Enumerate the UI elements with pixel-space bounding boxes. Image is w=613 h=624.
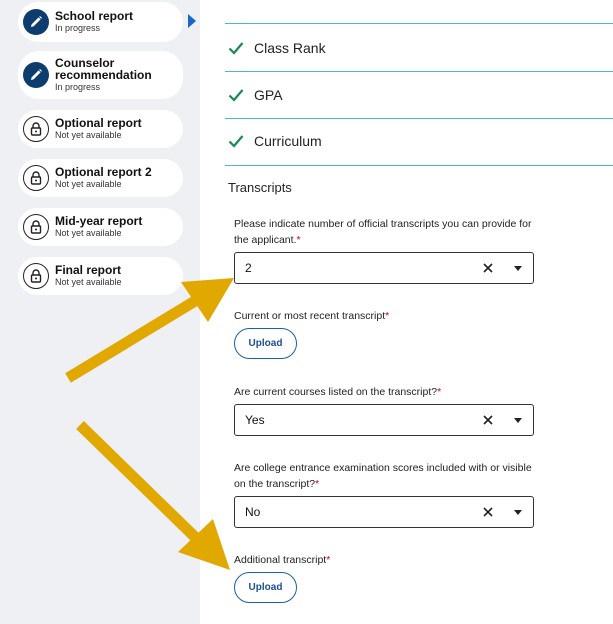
divider (225, 23, 613, 24)
lock-icon (23, 165, 49, 191)
lock-icon (23, 263, 49, 289)
label-text: Current or most recent transcript (234, 310, 386, 322)
current-courses-select[interactable] (234, 404, 534, 436)
current-transcript-label (234, 308, 534, 324)
check-icon (228, 41, 244, 55)
label-text: Additional transcript (234, 554, 327, 566)
select-value: Yes (245, 413, 265, 427)
label-text: Please indicate number of official transcripts you can provide for the applicant. (234, 218, 532, 246)
chevron-down-icon[interactable] (514, 418, 522, 423)
select-value: 2 (245, 261, 252, 275)
upload-current-transcript-button[interactable]: Upload (234, 328, 297, 359)
lock-icon (23, 214, 49, 240)
transcript-count-select[interactable] (234, 252, 534, 284)
current-courses-label (234, 384, 534, 400)
sidebar (0, 0, 200, 624)
checklist-item-gpa (228, 84, 283, 106)
checklist-label: GPA (254, 87, 283, 103)
check-icon (228, 134, 244, 148)
required-mark: * (315, 478, 320, 490)
sidebar-item-optional-report-2[interactable] (18, 159, 183, 197)
sidebar-item-label: Counselor recommendation (55, 56, 152, 82)
lock-icon (23, 116, 49, 142)
pencil-icon (23, 62, 49, 88)
check-icon (228, 88, 244, 102)
sidebar-item-status: Not yet available (55, 130, 122, 140)
sidebar-item-label: Final report (55, 263, 122, 277)
clear-icon[interactable] (481, 413, 495, 427)
required-mark: * (437, 386, 442, 398)
sidebar-item-status: In progress (55, 82, 101, 92)
main-content (200, 0, 613, 624)
sidebar-item-final-report[interactable] (18, 257, 183, 295)
label-text: Are current courses listed on the transcript? (234, 386, 438, 398)
clear-icon[interactable] (481, 505, 495, 519)
divider (225, 118, 613, 119)
checklist-label: Class Rank (254, 40, 326, 56)
transcript-count-label (234, 216, 534, 248)
additional-transcript-label (234, 552, 534, 568)
divider (225, 71, 613, 72)
exam-scores-select[interactable] (234, 496, 534, 528)
section-title-transcripts: Transcripts (228, 180, 292, 195)
required-mark: * (296, 234, 301, 246)
sidebar-item-status: In progress (55, 23, 101, 33)
required-mark: * (385, 310, 390, 322)
sidebar-item-label: Optional report 2 (55, 165, 152, 179)
checklist-label: Curriculum (254, 133, 322, 149)
sidebar-item-counselor-recommendation[interactable] (18, 51, 183, 99)
sidebar-item-school-report[interactable] (18, 2, 183, 42)
sidebar-item-label: School report (55, 9, 134, 23)
sidebar-item-optional-report[interactable] (18, 110, 183, 148)
sidebar-item-label: Mid-year report (55, 214, 143, 228)
divider (225, 165, 613, 166)
sidebar-item-status: Not yet available (55, 179, 122, 189)
clear-icon[interactable] (481, 261, 495, 275)
exam-scores-label (234, 460, 534, 492)
checklist-item-curriculum (228, 130, 322, 152)
chevron-down-icon[interactable] (514, 510, 522, 515)
sidebar-item-label: Optional report (55, 116, 142, 130)
sidebar-item-status: Not yet available (55, 228, 122, 238)
select-value: No (245, 505, 261, 519)
sidebar-item-mid-year-report[interactable] (18, 208, 183, 246)
pencil-icon (23, 9, 49, 35)
sidebar-item-status: Not yet available (55, 277, 122, 287)
active-indicator-icon (188, 14, 196, 28)
required-mark: * (326, 554, 331, 566)
chevron-down-icon[interactable] (514, 266, 522, 271)
label-text: Are college entrance examination scores included with or visible on the transcript? (234, 462, 532, 490)
checklist-item-class-rank (228, 37, 326, 59)
upload-additional-transcript-button[interactable]: Upload (234, 572, 297, 603)
